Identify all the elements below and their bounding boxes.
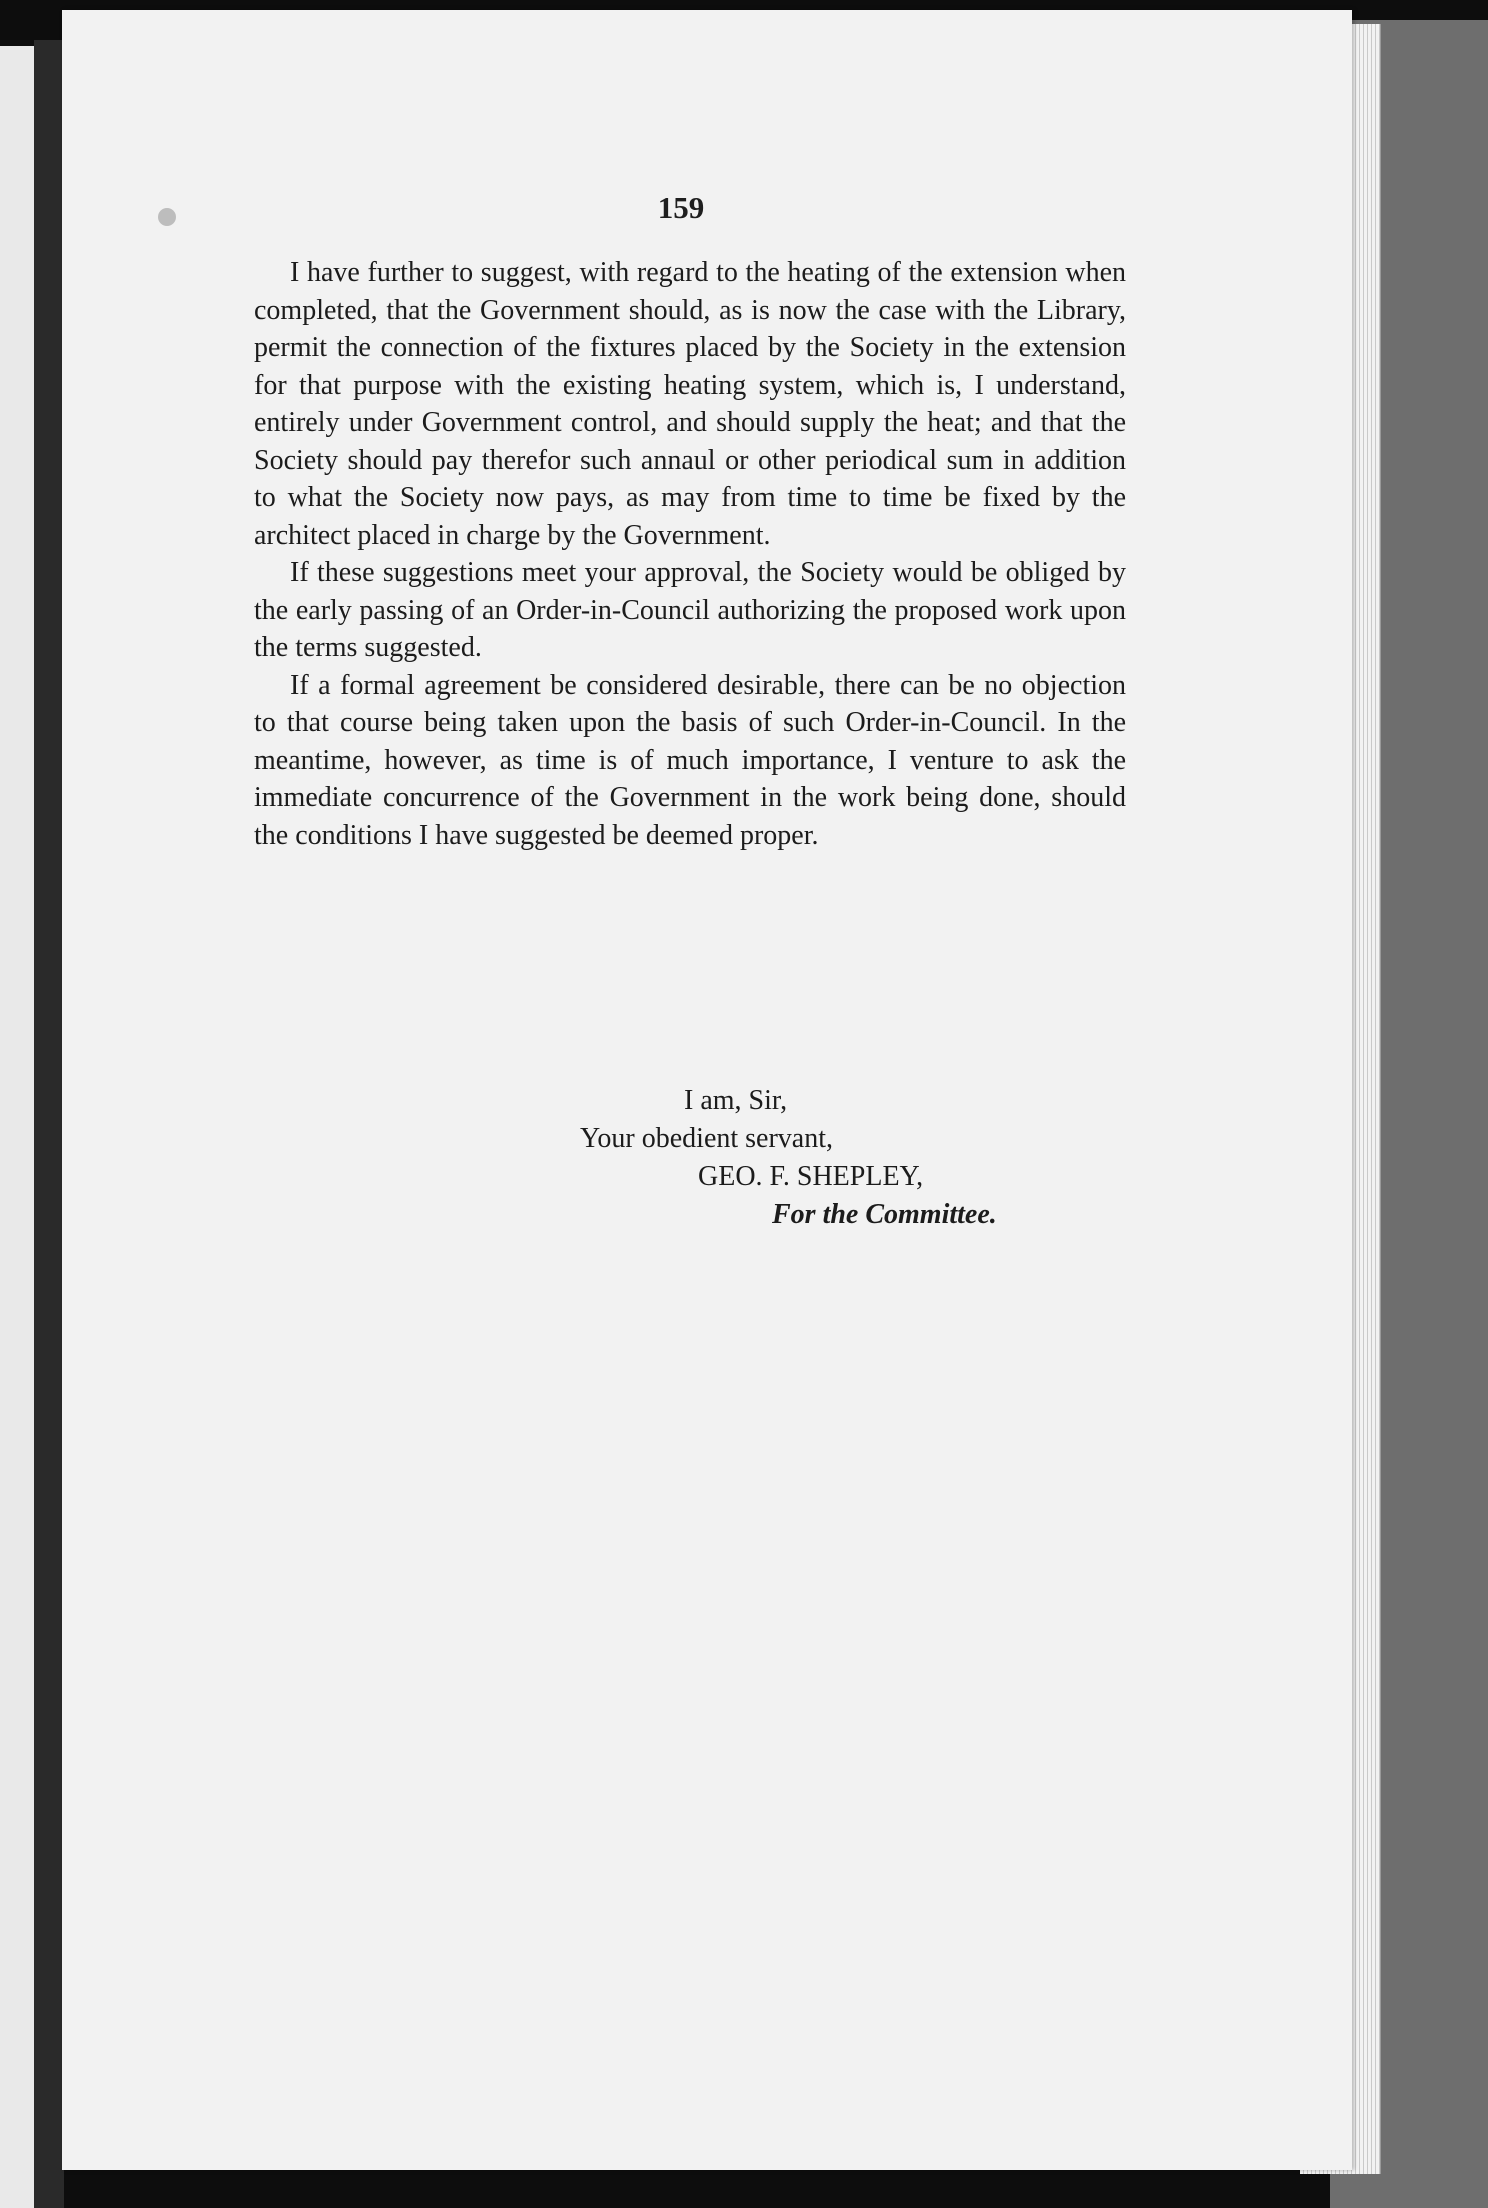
paragraph-heating: I have further to suggest, with regard to the heating of the extension when completed, that the Government should, as is now the case with the Library, permit the connection of the fixtures placed by the Society in the extension for that purpose with the existing heating system, which is, I understand, entirely under Government control, and should supply the heat; and that the Society should pay therefor such annaul or other periodical sum in addition to what the Society now pays, as may from time to time be fixed by the architect placed in charge by the Government. — [254, 257, 1126, 551]
facing-page-edge — [0, 46, 34, 2208]
signature-role: For the Committee. — [772, 1199, 997, 1230]
complimentary-close: Your obedient servant, — [580, 1123, 834, 1154]
paragraph-agreement: If a formal agreement be considered desirable, there can be no objection to that course being taken upon the basis of such Order-in-Council. In the meantime, however, as time is of much importance, I venture to ask the immediate concurrence of the Government in the work being done, should the conditions I have suggested be deemed proper. — [254, 669, 1126, 851]
paragraph-approval: If these suggestions meet your approval, the Society would be obliged by the early passing of an Order-in-Council authorizing the proposed work upon the terms suggested. — [254, 557, 1126, 663]
letter-closing — [254, 1082, 1134, 1234]
salutation: I am, Sir, — [684, 1085, 788, 1116]
letter-body — [254, 254, 1126, 854]
book-page — [62, 10, 1352, 2170]
signature-name: GEO. F. SHEPLEY, — [698, 1161, 924, 1192]
page-number: 159 — [657, 190, 705, 225]
book-gutter — [34, 40, 64, 2208]
